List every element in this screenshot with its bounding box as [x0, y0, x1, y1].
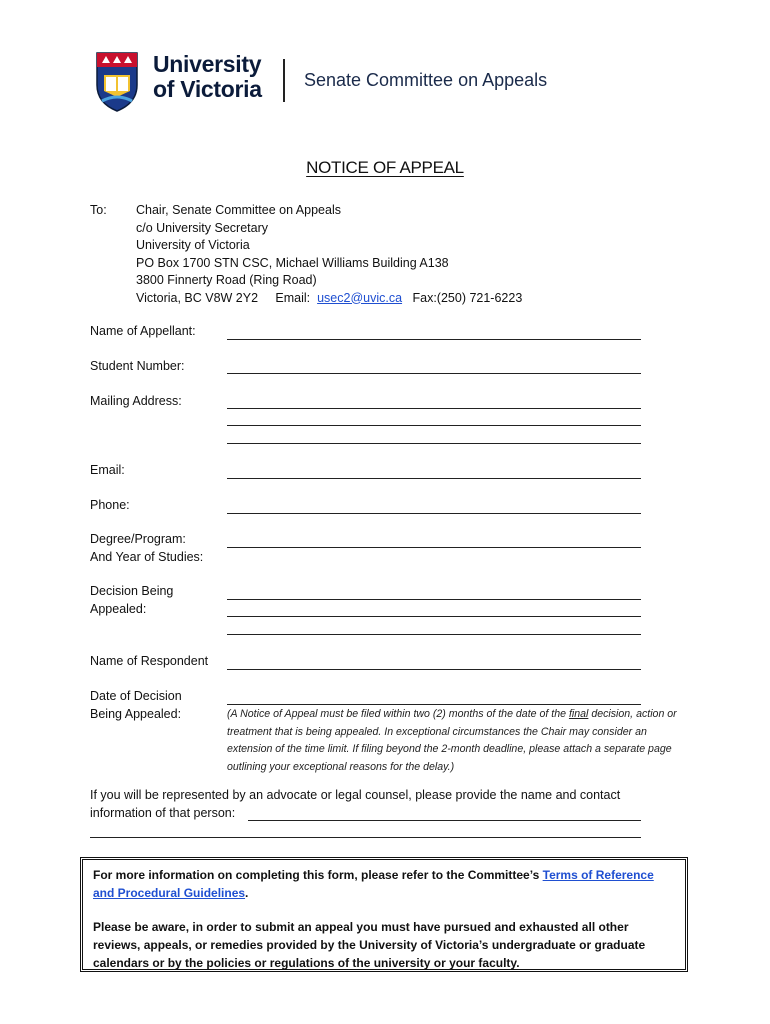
student-number-label: Student Number:: [90, 359, 185, 373]
respondent-field[interactable]: [227, 669, 641, 670]
student-number-field[interactable]: [227, 373, 641, 374]
representation-line2: information of that person:: [90, 805, 236, 820]
decision-label-line1: Decision Being: [90, 584, 174, 598]
decision-field-3[interactable]: [227, 634, 641, 635]
representative-field-2[interactable]: [90, 837, 641, 838]
logo-line-university: University: [153, 51, 262, 77]
degree-label-line2: And Year of Studies:: [90, 549, 204, 564]
mailing-address-field-2[interactable]: [227, 425, 641, 426]
deadline-note-final: final: [568, 708, 589, 720]
decision-date-field[interactable]: [227, 704, 641, 705]
recipient-line: c/o University Secretary: [136, 220, 268, 235]
committee-name: Senate Committee on Appeals: [304, 70, 548, 90]
to-label: To:: [90, 203, 107, 217]
terms-of-reference-link[interactable]: Terms of Reference and Procedural Guidelines: [93, 868, 654, 900]
recipient-line: 3800 Finnerty Road (Ring Road): [136, 273, 317, 287]
info-box: [80, 857, 688, 972]
university-crest-logo: [94, 51, 140, 113]
info-box-text: For more information on completing this form, please refer to the Committee’s: [93, 868, 543, 882]
page-title: [0, 158, 770, 178]
representation-text: [90, 787, 650, 822]
representation-line1: If you will be represented by an advocate or legal counsel, please provide the name and contact: [90, 788, 621, 802]
mailing-address-field-3[interactable]: [227, 443, 641, 444]
info-box-para2: Please be aware, in order to submit an appeal you must have pursued and exhausted all other reviews, appeals, or remedies provided by the University of Victoria’s undergraduate or graduate calendars or by the policies or regulations of the university or your faculty.: [93, 920, 646, 970]
recipient-line: PO Box 1700 STN CSC, Michael Williams Building A138: [136, 255, 449, 270]
decision-date-label-line2: Being Appealed:: [90, 706, 182, 721]
mailing-address-label: Mailing Address:: [90, 394, 182, 408]
recipient-line: University of Victoria: [136, 238, 250, 252]
info-box-period: .: [245, 886, 249, 900]
appellant-label: Name of Appellant:: [90, 324, 196, 338]
email-link[interactable]: usec2@uvic.ca: [317, 290, 403, 305]
decision-field-1[interactable]: [227, 599, 641, 600]
phone-label: Phone:: [90, 498, 130, 512]
degree-label: [90, 531, 203, 566]
representative-field[interactable]: [248, 820, 641, 821]
recipient-line: Chair, Senate Committee on Appeals: [136, 203, 341, 217]
deadline-note: [227, 706, 677, 776]
mailing-address-field-1[interactable]: [227, 408, 641, 409]
header-divider: [283, 59, 285, 102]
logo-line-of-victoria: of Victoria: [153, 76, 262, 102]
email-label: Email:: [275, 290, 311, 305]
email-field-label: Email:: [90, 463, 125, 477]
info-box-para1: [93, 866, 675, 902]
decision-field-2[interactable]: [227, 616, 641, 617]
degree-label-line1: Degree/Program:: [90, 532, 186, 546]
email-field[interactable]: [227, 478, 641, 479]
deadline-note-text-2: decision, action or treatment that is being appealed. In exceptional circumstances the Chair may consider an extension of the time limit. If filing beyond the 2-month deadline, please attach a separate page outlining your exceptional reasons for the delay.): [227, 708, 677, 773]
decision-date-label-line1: Date of Decision: [90, 689, 182, 703]
degree-field[interactable]: [227, 547, 641, 548]
phone-field[interactable]: [227, 513, 641, 514]
decision-date-label: [90, 688, 182, 723]
deadline-note-text: (A Notice of Appeal must be filed within two (2) months of the date of the: [227, 708, 569, 720]
recipient-city: Victoria, BC V8W 2Y2: [136, 290, 259, 305]
appellant-field[interactable]: [227, 339, 641, 340]
decision-label-line2: Appealed:: [90, 601, 147, 616]
recipient-contact-line: [136, 290, 522, 308]
decision-label: [90, 583, 173, 618]
page-title-text: NOTICE OF APPEAL: [306, 158, 464, 177]
respondent-label: Name of Respondent: [90, 654, 209, 668]
recipient-address: [136, 202, 522, 307]
fax-number: Fax:(250) 721-6223: [412, 290, 523, 305]
logo-wordmark: [153, 52, 262, 102]
